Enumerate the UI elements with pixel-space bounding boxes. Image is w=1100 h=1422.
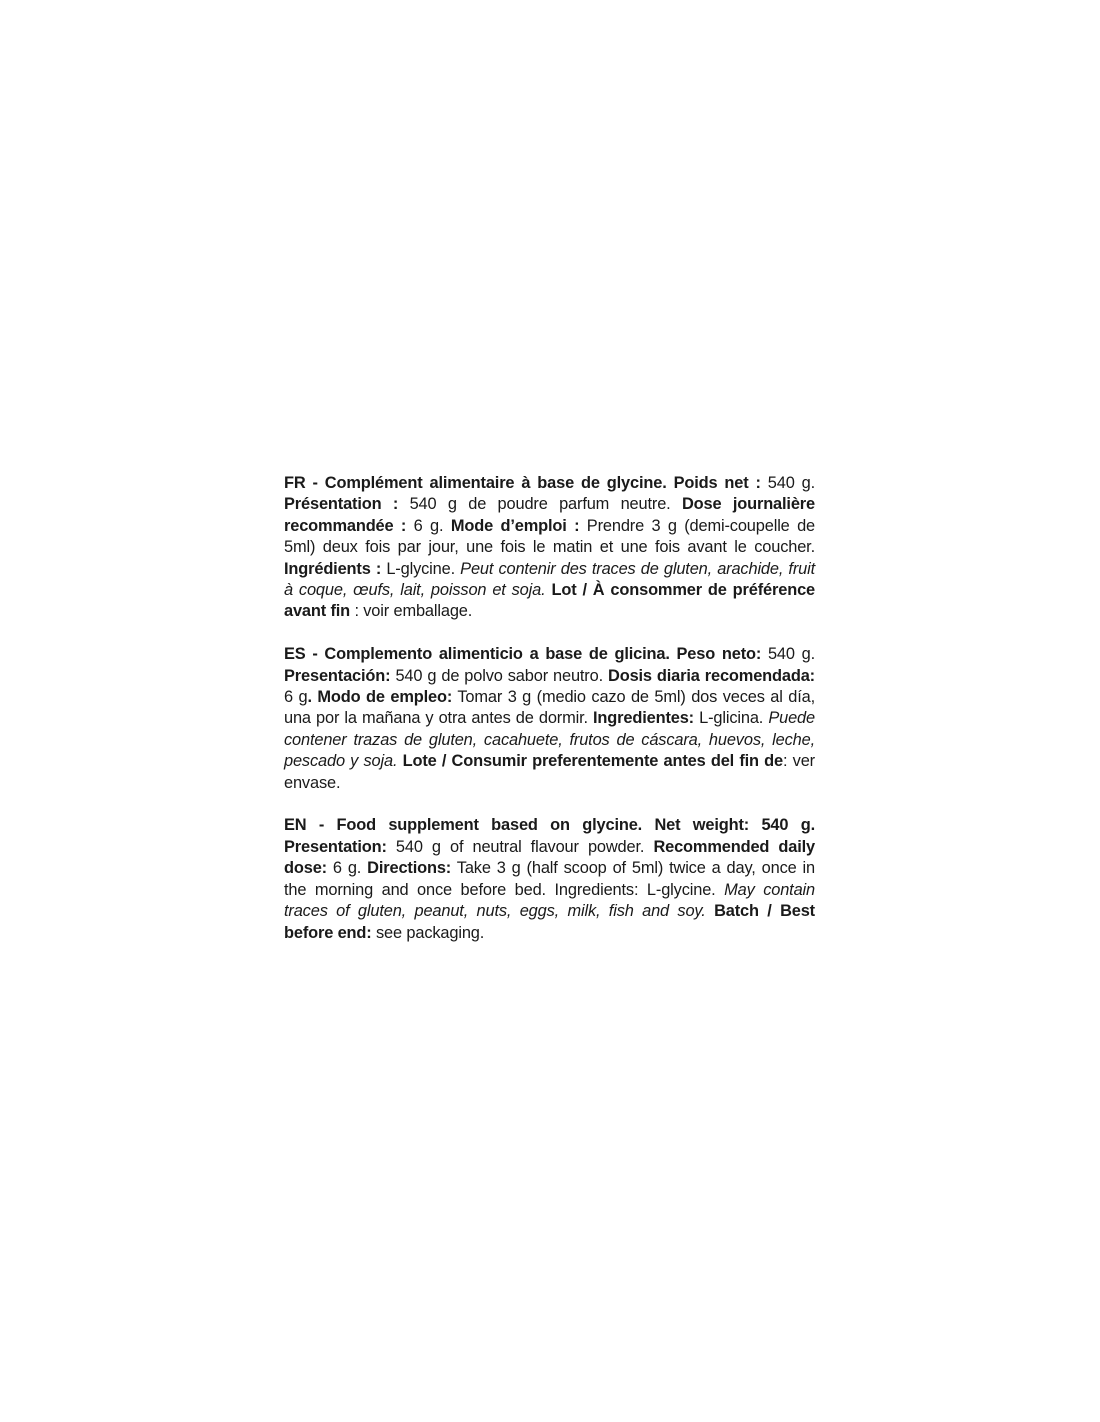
fr-directions-label: Mode d’emploi :	[450, 516, 580, 535]
fr-presentation-label: Présentation :	[284, 495, 399, 514]
fr-dose-label: Dose journalière recommandée :	[284, 495, 815, 535]
en-batch-label: Batch / Best before end:	[284, 902, 815, 942]
es-dose-value: 6 g	[284, 688, 308, 707]
fr-dose-value: 6 g.	[406, 516, 444, 535]
en-directions-label: Directions:	[367, 859, 452, 878]
spanish-section	[284, 644, 815, 794]
es-ingredients-label: Ingredientes:	[593, 709, 694, 728]
es-presentation-label: Presentación:	[284, 666, 391, 685]
en-allergens: May contain traces of gluten, peanut, nuts, eggs, milk, fish and soy.	[284, 880, 816, 921]
fr-directions-value: Prendre 3 g (demi-coupelle de 5ml) deux fois par jour, une fois le matin et une fois avant le coucher.	[284, 516, 815, 557]
en-intro: EN - Food supplement based on glycine.	[284, 816, 643, 835]
es-ingredients-value: L-glicina.	[694, 709, 764, 728]
fr-net-weight-value: 540 g.	[760, 474, 816, 492]
es-net-weight-value: 540 g.	[761, 645, 816, 664]
product-label-text	[284, 473, 815, 944]
en-presentation-value: 540 g of neutral flavour powder.	[386, 837, 645, 856]
es-allergens: Puede contener trazas de gluten, cacahuete, frutos de cáscara, huevos, leche, pescado y soja.	[284, 709, 815, 771]
es-directions-label: . Modo de empleo:	[307, 688, 453, 707]
en-batch-value: see packaging.	[371, 923, 485, 942]
es-batch-label: Lote / Consumir preferentemente antes del fin de	[402, 752, 784, 771]
fr-batch-label: Lot / À consommer de préférence avant fin	[284, 581, 815, 621]
fr-ingredients-label: Ingrédients :	[284, 559, 382, 578]
en-net-weight-label: Net weight: 540 g.	[654, 816, 816, 835]
es-batch-value: : ver envase.	[284, 752, 815, 792]
es-intro: ES - Complemento alimenticio a base de glicina.	[284, 645, 670, 664]
fr-ingredients-value: L-glycine.	[381, 559, 455, 578]
english-section	[284, 815, 815, 943]
en-directions-value: Take 3 g (half scoop of 5ml) twice a day, once in the morning and once before bed. Ingredients: L-glycine.	[284, 859, 815, 899]
en-presentation-label: Presentation:	[284, 837, 387, 856]
es-net-weight-label: Peso neto:	[676, 645, 762, 664]
fr-intro: FR - Complément alimentaire à base de glycine.	[284, 474, 667, 492]
en-dose-value: 6 g.	[326, 859, 362, 878]
es-directions-value: Tomar 3 g (medio cazo de 5ml) dos veces al día, una por la mañana y otra antes de dormir.	[284, 688, 816, 728]
fr-batch-value: : voir emballage.	[350, 602, 473, 621]
french-section	[284, 473, 815, 623]
fr-net-weight-label: Poids net :	[673, 474, 761, 492]
es-dose-label: Dosis diaria recomendada:	[608, 666, 815, 685]
fr-presentation-value: 540 g de poudre parfum neutre.	[398, 495, 671, 514]
en-dose-label: Recommended daily dose:	[284, 837, 816, 878]
es-presentation-value: 540 g de polvo sabor neutro.	[390, 666, 603, 685]
fr-allergens: Peut contenir des traces de gluten, arachide, fruit à coque, œufs, lait, poisson et soja.	[284, 559, 816, 600]
